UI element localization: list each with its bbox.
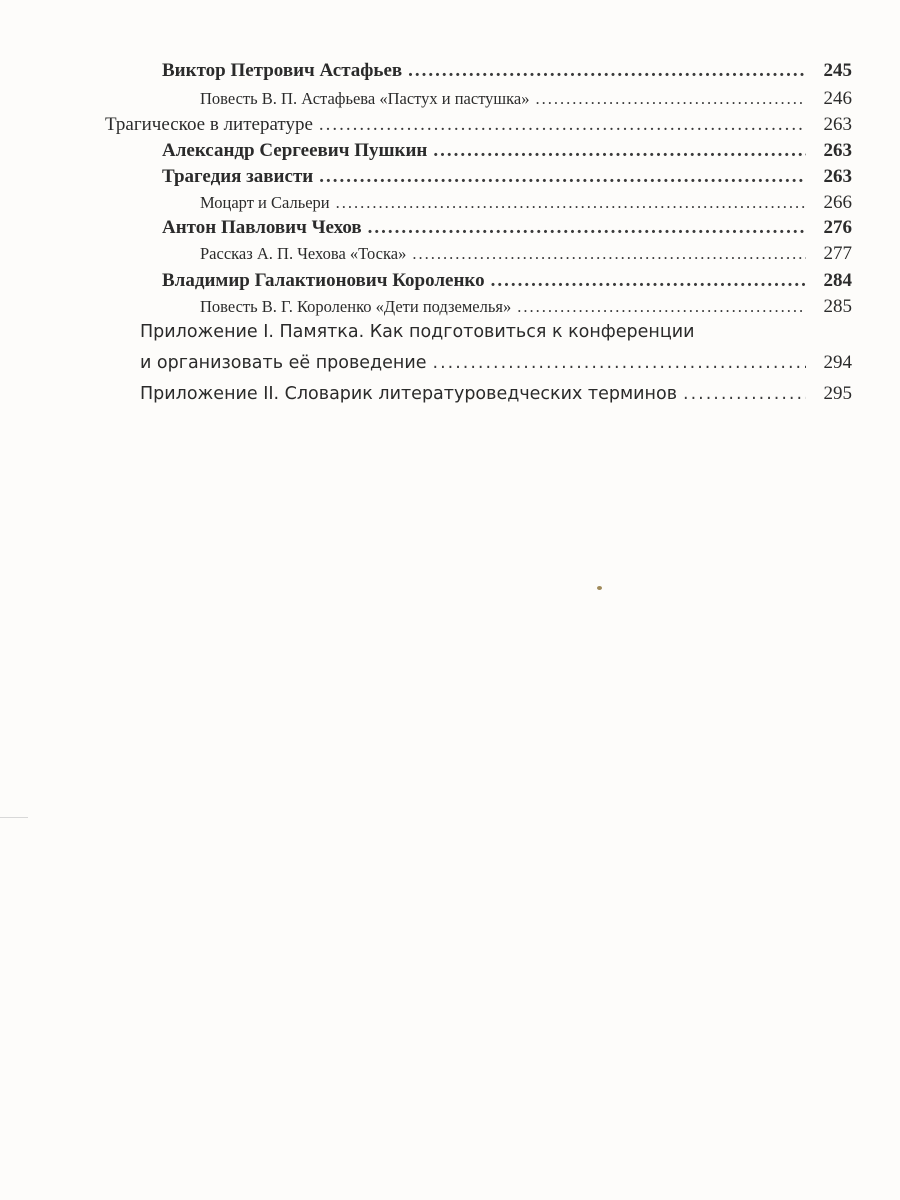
toc-page-number: 246 bbox=[823, 88, 852, 109]
toc-entry-title: Трагедия зависти bbox=[162, 166, 314, 187]
toc-page-number: 285 bbox=[823, 296, 852, 317]
toc-leader-dots bbox=[433, 353, 807, 373]
paper-speck bbox=[597, 586, 602, 590]
toc-entry-appendix-1 bbox=[140, 352, 852, 374]
toc-leader-dots bbox=[491, 270, 806, 292]
toc-page-number: 263 bbox=[823, 140, 852, 161]
toc-entry-work bbox=[200, 88, 852, 110]
toc-appendix-1-line-1: Приложение I. Памятка. Как подготовиться к конференции bbox=[140, 322, 695, 342]
toc-leader-dots bbox=[319, 114, 806, 136]
toc-entry-title: Повесть В. Г. Короленко «Дети подземелья» bbox=[200, 297, 512, 316]
toc-entry-title: Александр Сергеевич Пушкин bbox=[162, 140, 428, 161]
toc-page-number: 266 bbox=[823, 192, 852, 213]
toc-page-number: 263 bbox=[823, 114, 852, 135]
toc-entry-title: Моцарт и Сальери bbox=[200, 193, 330, 212]
toc-page-number: 294 bbox=[823, 352, 852, 373]
toc-leader-dots bbox=[535, 89, 806, 109]
toc-leader-dots bbox=[412, 244, 806, 264]
toc-leader-dots bbox=[319, 166, 806, 188]
toc-entry-author bbox=[162, 270, 852, 292]
toc-page-number: 245 bbox=[823, 60, 852, 81]
toc-entry-title: Владимир Галактионович Короленко bbox=[162, 270, 485, 291]
toc-entry-topic bbox=[162, 166, 852, 188]
toc-leader-dots bbox=[368, 217, 806, 239]
toc-leader-dots bbox=[517, 297, 806, 317]
toc-page-number: 263 bbox=[823, 166, 852, 187]
toc-leader-dots bbox=[336, 193, 806, 213]
toc-entry-author bbox=[162, 140, 852, 162]
toc-entry-title: Антон Павлович Чехов bbox=[162, 217, 362, 238]
toc-page-number: 277 bbox=[823, 243, 852, 264]
toc-leader-dots bbox=[433, 140, 806, 162]
edge-mark bbox=[0, 817, 28, 818]
toc-entry-appendix-2 bbox=[140, 383, 852, 405]
toc-entry-title: Виктор Петрович Астафьев bbox=[162, 60, 403, 81]
toc-leader-dots bbox=[683, 384, 806, 404]
toc-page-number: 276 bbox=[823, 217, 852, 238]
toc-entry-title: Рассказ А. П. Чехова «Тоска» bbox=[200, 244, 407, 263]
toc-entry-work bbox=[200, 192, 852, 214]
toc-leader-dots bbox=[408, 60, 806, 82]
toc-entry-author bbox=[162, 217, 852, 239]
toc-page-number: 295 bbox=[823, 383, 852, 404]
toc-entry-title: Повесть В. П. Астафьева «Пастух и пастушка» bbox=[200, 89, 530, 108]
toc-entry-author bbox=[162, 60, 852, 82]
toc-entry-work bbox=[200, 296, 852, 318]
toc-entry-section bbox=[105, 114, 852, 136]
toc-entry-title: Приложение II. Словарик литературоведческих терминов bbox=[140, 384, 678, 404]
toc-entry-title: Трагическое в литературе bbox=[105, 114, 313, 135]
toc-page-number: 284 bbox=[823, 270, 852, 291]
toc-entry-work bbox=[200, 243, 852, 265]
toc-entry-title: и организовать её проведение bbox=[140, 353, 427, 373]
